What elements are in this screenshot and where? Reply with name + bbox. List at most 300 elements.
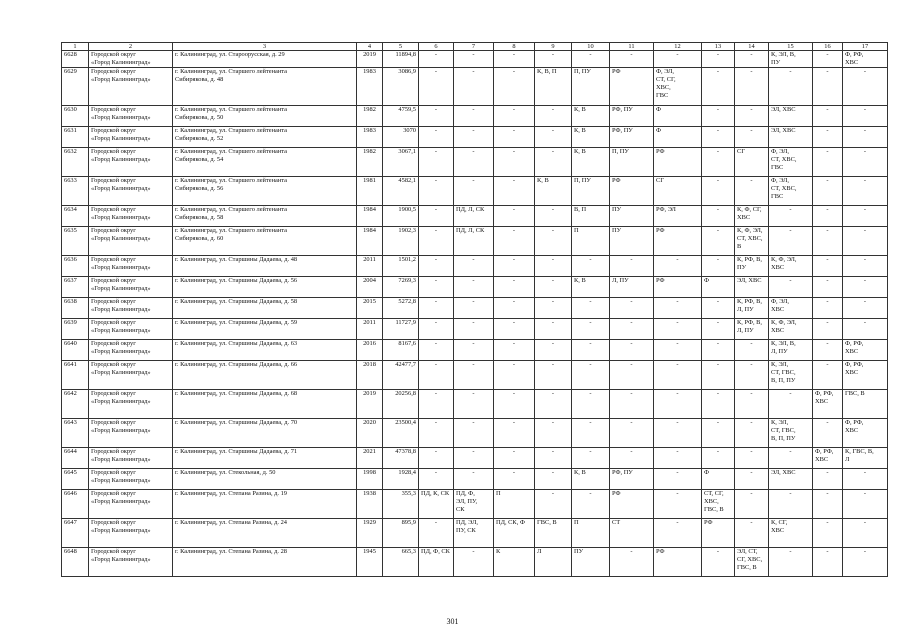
- cell-c7: -: [454, 68, 494, 106]
- cell-c9: -: [535, 390, 572, 419]
- cell-year: 2019: [357, 51, 383, 68]
- table-row: [62, 419, 888, 448]
- cell-address: г. Калининград, ул. Старшего лейтенанта Сибирякова, д. 50: [173, 106, 357, 127]
- cell-municipality: Городской округ «Город Калининград»: [89, 490, 173, 519]
- cell-c15: -: [769, 227, 813, 256]
- cell-c6: -: [419, 340, 454, 361]
- cell-c16: Ф, РФ, ХВС: [813, 448, 843, 469]
- cell-c12: -: [654, 51, 702, 68]
- cell-c7: -: [454, 361, 494, 390]
- header-cell: 17: [843, 43, 888, 51]
- cell-c12: -: [654, 448, 702, 469]
- cell-c17: К, ГВС, В, Л: [843, 448, 888, 469]
- cell-c17: -: [843, 227, 888, 256]
- cell-address: г. Калининград, ул. Старшины Дадаева, д. 70: [173, 419, 357, 448]
- table-row: [62, 177, 888, 206]
- cell-c16: -: [813, 127, 843, 148]
- cell-year: 1983: [357, 68, 383, 106]
- cell-c9: -: [535, 490, 572, 519]
- cell-address: г. Калининград, ул. Старшины Дадаева, д. 56: [173, 277, 357, 298]
- cell-address: г. Калининград, ул. Старшины Дадаева, д. 58: [173, 298, 357, 319]
- cell-c7: -: [454, 469, 494, 490]
- cell-year: 1984: [357, 227, 383, 256]
- cell-municipality: Городской округ «Город Калининград»: [89, 390, 173, 419]
- cell-c10: ПУ: [572, 548, 610, 577]
- cell-c9: -: [535, 148, 572, 177]
- cell-c12: РФ: [654, 148, 702, 177]
- table-row: [62, 519, 888, 548]
- cell-c17: Ф, РФ, ХВС: [843, 51, 888, 68]
- cell-c15: -: [769, 277, 813, 298]
- cell-municipality: Городской округ «Город Калининград»: [89, 277, 173, 298]
- cell-c13: -: [702, 340, 735, 361]
- cell-c9: К, В, П: [535, 68, 572, 106]
- header-cell: 14: [735, 43, 769, 51]
- cell-c15: К, ЭЛ, СТ, ГВС, В, П, ПУ: [769, 361, 813, 390]
- cell-c6: -: [419, 298, 454, 319]
- cell-c6: -: [419, 68, 454, 106]
- table-row: [62, 227, 888, 256]
- cell-c15: -: [769, 206, 813, 227]
- cell-c6: -: [419, 277, 454, 298]
- cell-c8: -: [494, 319, 535, 340]
- cell-municipality: Городской округ «Город Калининград»: [89, 51, 173, 68]
- cell-c13: -: [702, 298, 735, 319]
- cell-address: г. Калининград, ул. Стекольная, д. 50: [173, 469, 357, 490]
- cell-row-number: 6629: [62, 68, 89, 106]
- cell-area: 1928,4: [383, 469, 419, 490]
- cell-c11: -: [610, 51, 654, 68]
- header-cell: 10: [572, 43, 610, 51]
- cell-c6: -: [419, 469, 454, 490]
- cell-c9: -: [535, 361, 572, 390]
- header-cell: 15: [769, 43, 813, 51]
- cell-c11: -: [610, 298, 654, 319]
- cell-c9: -: [535, 227, 572, 256]
- cell-c16: -: [813, 469, 843, 490]
- cell-c11: П, ПУ: [610, 148, 654, 177]
- cell-c8: -: [494, 256, 535, 277]
- cell-c14: К, РФ, В, ПУ: [735, 256, 769, 277]
- cell-c12: Ф: [654, 127, 702, 148]
- cell-area: 42477,7: [383, 361, 419, 390]
- cell-municipality: Городской округ «Город Калининград»: [89, 148, 173, 177]
- cell-c8: -: [494, 419, 535, 448]
- cell-row-number: 6636: [62, 256, 89, 277]
- cell-c11: -: [610, 361, 654, 390]
- cell-municipality: Городской округ «Город Калининград»: [89, 519, 173, 548]
- cell-c17: -: [843, 68, 888, 106]
- cell-c12: РФ, ЭЛ: [654, 206, 702, 227]
- cell-area: 895,9: [383, 519, 419, 548]
- cell-c11: СТ: [610, 519, 654, 548]
- cell-c14: К, РФ, В, Л, ПУ: [735, 298, 769, 319]
- table-row: [62, 490, 888, 519]
- cell-c9: -: [535, 206, 572, 227]
- cell-c10: -: [572, 490, 610, 519]
- cell-c13: -: [702, 256, 735, 277]
- cell-c10: -: [572, 51, 610, 68]
- cell-c6: -: [419, 319, 454, 340]
- cell-c11: РФ: [610, 68, 654, 106]
- table-row: [62, 548, 888, 577]
- cell-row-number: 6640: [62, 340, 89, 361]
- cell-c14: -: [735, 469, 769, 490]
- cell-c7: ПД, Л, СК: [454, 227, 494, 256]
- cell-year: 2011: [357, 256, 383, 277]
- cell-c8: -: [494, 448, 535, 469]
- cell-municipality: Городской округ «Город Калининград»: [89, 68, 173, 106]
- cell-year: 2020: [357, 419, 383, 448]
- cell-c16: -: [813, 490, 843, 519]
- cell-c11: -: [610, 340, 654, 361]
- cell-year: 2019: [357, 390, 383, 419]
- cell-c6: -: [419, 177, 454, 206]
- cell-c6: -: [419, 448, 454, 469]
- table-row: [62, 390, 888, 419]
- cell-c14: -: [735, 51, 769, 68]
- cell-c13: -: [702, 206, 735, 227]
- cell-c9: -: [535, 127, 572, 148]
- cell-area: 8167,6: [383, 340, 419, 361]
- cell-address: г. Калининград, ул. Старшего лейтенанта Сибирякова, д. 56: [173, 177, 357, 206]
- header-cell: 9: [535, 43, 572, 51]
- cell-c11: -: [610, 319, 654, 340]
- cell-municipality: Городской округ «Город Калининград»: [89, 340, 173, 361]
- cell-address: г. Калининград, ул. Старшего лейтенанта Сибирякова, д. 52: [173, 127, 357, 148]
- cell-c8: -: [494, 106, 535, 127]
- cell-c9: -: [535, 51, 572, 68]
- cell-c16: -: [813, 548, 843, 577]
- cell-c14: СГ: [735, 148, 769, 177]
- cell-c16: Ф, РФ, ХВС: [813, 390, 843, 419]
- cell-c15: К, ЭЛ, СТ, ГВС, В, П, ПУ: [769, 419, 813, 448]
- table-row: [62, 106, 888, 127]
- cell-c11: -: [610, 548, 654, 577]
- cell-c14: -: [735, 519, 769, 548]
- cell-municipality: Городской округ «Город Калининград»: [89, 206, 173, 227]
- cell-c9: -: [535, 340, 572, 361]
- cell-municipality: Городской округ «Город Калининград»: [89, 106, 173, 127]
- cell-municipality: Городской округ «Город Калининград»: [89, 298, 173, 319]
- cell-municipality: Городской округ «Город Калининград»: [89, 127, 173, 148]
- cell-c17: Ф, РФ, ХВС: [843, 361, 888, 390]
- cell-c13: -: [702, 319, 735, 340]
- cell-c14: -: [735, 68, 769, 106]
- cell-c10: -: [572, 256, 610, 277]
- cell-row-number: 6633: [62, 177, 89, 206]
- cell-c10: К, В: [572, 148, 610, 177]
- cell-c10: -: [572, 298, 610, 319]
- cell-c7: ПД, Л, СК: [454, 206, 494, 227]
- cell-c10: П: [572, 227, 610, 256]
- cell-c8: -: [494, 68, 535, 106]
- cell-municipality: Городской округ «Город Калининград»: [89, 256, 173, 277]
- cell-c16: -: [813, 419, 843, 448]
- cell-c13: -: [702, 390, 735, 419]
- cell-year: 1998: [357, 469, 383, 490]
- header-cell: 6: [419, 43, 454, 51]
- cell-c10: -: [572, 340, 610, 361]
- cell-address: г. Калининград, ул. Старшего лейтенанта Сибирякова, д. 58: [173, 206, 357, 227]
- cell-year: 2011: [357, 319, 383, 340]
- header-cell: 3: [173, 43, 357, 51]
- cell-c11: РФ: [610, 490, 654, 519]
- cell-area: 4759,5: [383, 106, 419, 127]
- header-cell: 2: [89, 43, 173, 51]
- cell-c17: -: [843, 127, 888, 148]
- cell-address: г. Калининград, ул. Старшего лейтенанта Сибирякова, д. 48: [173, 68, 357, 106]
- cell-c6: ПД, Ф, СК: [419, 548, 454, 577]
- cell-c6: ПД, К, СК: [419, 490, 454, 519]
- header-cell: 13: [702, 43, 735, 51]
- cell-address: г. Калининград, ул. Старшины Дадаева, д. 63: [173, 340, 357, 361]
- cell-c12: -: [654, 361, 702, 390]
- cell-row-number: 6643: [62, 419, 89, 448]
- cell-address: г. Калининград, ул. Старшины Дадаева, д. 71: [173, 448, 357, 469]
- cell-c9: Л: [535, 548, 572, 577]
- cell-c16: -: [813, 148, 843, 177]
- cell-year: 1982: [357, 148, 383, 177]
- cell-municipality: Городской округ «Город Калининград»: [89, 448, 173, 469]
- table-row: [62, 340, 888, 361]
- cell-area: 665,3: [383, 548, 419, 577]
- cell-c13: -: [702, 106, 735, 127]
- cell-row-number: 6645: [62, 469, 89, 490]
- table-row: [62, 51, 888, 68]
- cell-c10: -: [572, 390, 610, 419]
- header-cell: 7: [454, 43, 494, 51]
- cell-c7: -: [454, 340, 494, 361]
- cell-row-number: 6630: [62, 106, 89, 127]
- cell-c13: -: [702, 148, 735, 177]
- cell-c11: -: [610, 448, 654, 469]
- cell-municipality: Городской округ «Город Калининград»: [89, 419, 173, 448]
- cell-c15: -: [769, 490, 813, 519]
- cell-c13: -: [702, 448, 735, 469]
- cell-year: 1929: [357, 519, 383, 548]
- cell-row-number: 6639: [62, 319, 89, 340]
- cell-c12: -: [654, 519, 702, 548]
- cell-c8: -: [494, 298, 535, 319]
- cell-c10: К, В: [572, 469, 610, 490]
- cell-row-number: 6632: [62, 148, 89, 177]
- cell-year: 1981: [357, 177, 383, 206]
- cell-c10: К, В: [572, 277, 610, 298]
- cell-c15: ЭЛ, ХВС: [769, 127, 813, 148]
- cell-c11: -: [610, 390, 654, 419]
- cell-c14: -: [735, 390, 769, 419]
- cell-c12: РФ: [654, 277, 702, 298]
- cell-c6: -: [419, 127, 454, 148]
- cell-c17: -: [843, 319, 888, 340]
- cell-c7: -: [454, 390, 494, 419]
- cell-address: г. Калининград, ул. Старшины Дадаева, д. 66: [173, 361, 357, 390]
- cell-c7: -: [454, 277, 494, 298]
- cell-year: 2021: [357, 448, 383, 469]
- header-cell: 4: [357, 43, 383, 51]
- cell-row-number: 6637: [62, 277, 89, 298]
- cell-c12: -: [654, 340, 702, 361]
- cell-area: 11727,9: [383, 319, 419, 340]
- cell-c7: -: [454, 51, 494, 68]
- cell-c13: Ф: [702, 277, 735, 298]
- cell-c17: -: [843, 106, 888, 127]
- table-row: [62, 469, 888, 490]
- cell-c17: -: [843, 490, 888, 519]
- cell-c13: -: [702, 548, 735, 577]
- cell-c11: ПУ: [610, 206, 654, 227]
- cell-c15: К, СГ, ХВС: [769, 519, 813, 548]
- cell-c17: -: [843, 206, 888, 227]
- cell-area: 11894,8: [383, 51, 419, 68]
- header-row: [62, 43, 888, 51]
- cell-c10: -: [572, 361, 610, 390]
- cell-c7: ПД, Ф, ЭЛ, ПУ, СК: [454, 490, 494, 519]
- cell-c15: Ф, ЭЛ, СТ, ХВС, ГВС: [769, 148, 813, 177]
- header-cell: 16: [813, 43, 843, 51]
- cell-c9: -: [535, 319, 572, 340]
- cell-c15: -: [769, 68, 813, 106]
- cell-address: г. Калининград, ул. Степана Разина, д. 28: [173, 548, 357, 577]
- cell-municipality: Городской округ «Город Калининград»: [89, 361, 173, 390]
- cell-c13: -: [702, 51, 735, 68]
- cell-c6: -: [419, 256, 454, 277]
- cell-c16: -: [813, 298, 843, 319]
- cell-c16: -: [813, 106, 843, 127]
- cell-c14: ЭЛ, СТ, СГ, ХВС, ГВС, В: [735, 548, 769, 577]
- cell-c15: -: [769, 548, 813, 577]
- cell-c8: -: [494, 206, 535, 227]
- cell-c14: -: [735, 106, 769, 127]
- cell-area: 47378,8: [383, 448, 419, 469]
- cell-address: г. Калининград, ул. Старшего лейтенанта Сибирякова, д. 54: [173, 148, 357, 177]
- cell-c9: -: [535, 106, 572, 127]
- cell-row-number: 6638: [62, 298, 89, 319]
- cell-c15: ЭЛ, ХВС: [769, 469, 813, 490]
- cell-municipality: Городской округ «Город Калининград»: [89, 177, 173, 206]
- cell-c8: -: [494, 390, 535, 419]
- cell-c10: К, В: [572, 106, 610, 127]
- cell-c8: ПД, СК, Ф: [494, 519, 535, 548]
- cell-c7: -: [454, 419, 494, 448]
- cell-c13: -: [702, 361, 735, 390]
- cell-c17: -: [843, 298, 888, 319]
- cell-c16: -: [813, 177, 843, 206]
- cell-c8: -: [494, 51, 535, 68]
- cell-c13: РФ: [702, 519, 735, 548]
- cell-c7: -: [454, 548, 494, 577]
- cell-c13: Ф: [702, 469, 735, 490]
- cell-c8: -: [494, 127, 535, 148]
- page-number: 301: [446, 617, 459, 626]
- cell-c7: -: [454, 106, 494, 127]
- cell-c8: -: [494, 227, 535, 256]
- cell-c17: -: [843, 177, 888, 206]
- cell-year: 2004: [357, 277, 383, 298]
- cell-c16: -: [813, 227, 843, 256]
- cell-c11: Л, ПУ: [610, 277, 654, 298]
- cell-c16: -: [813, 361, 843, 390]
- table-row: [62, 256, 888, 277]
- cell-c10: К, В: [572, 127, 610, 148]
- cell-area: 3086,9: [383, 68, 419, 106]
- cell-municipality: Городской округ «Город Калининград»: [89, 319, 173, 340]
- cell-c12: РФ: [654, 548, 702, 577]
- cell-c14: -: [735, 127, 769, 148]
- cell-c6: -: [419, 227, 454, 256]
- cell-c8: -: [494, 148, 535, 177]
- cell-c9: К, В: [535, 177, 572, 206]
- cell-row-number: 6644: [62, 448, 89, 469]
- cell-area: 1900,5: [383, 206, 419, 227]
- cell-c11: ПУ: [610, 227, 654, 256]
- cell-c10: В, П: [572, 206, 610, 227]
- cell-year: 1983: [357, 127, 383, 148]
- cell-c14: -: [735, 419, 769, 448]
- cell-c9: -: [535, 448, 572, 469]
- cell-c13: -: [702, 227, 735, 256]
- cell-row-number: 6642: [62, 390, 89, 419]
- cell-c17: -: [843, 148, 888, 177]
- cell-c6: -: [419, 361, 454, 390]
- cell-c11: РФ, ПУ: [610, 469, 654, 490]
- cell-c7: -: [454, 319, 494, 340]
- cell-c7: -: [454, 148, 494, 177]
- cell-c17: -: [843, 548, 888, 577]
- header-cell: 12: [654, 43, 702, 51]
- cell-c17: Ф, РФ, ХВС: [843, 340, 888, 361]
- cell-municipality: Городской округ «Город Калининград»: [89, 227, 173, 256]
- cell-c9: -: [535, 277, 572, 298]
- cell-c12: -: [654, 419, 702, 448]
- cell-area: 1902,3: [383, 227, 419, 256]
- cell-c15: Ф, ЭЛ, ХВС: [769, 298, 813, 319]
- cell-row-number: 6646: [62, 490, 89, 519]
- cell-row-number: 6641: [62, 361, 89, 390]
- cell-c16: -: [813, 319, 843, 340]
- cell-c12: -: [654, 298, 702, 319]
- header-cell: 11: [610, 43, 654, 51]
- cell-c7: -: [454, 127, 494, 148]
- cell-c6: -: [419, 148, 454, 177]
- cell-c9: -: [535, 469, 572, 490]
- cell-c7: -: [454, 298, 494, 319]
- cell-c6: -: [419, 206, 454, 227]
- cell-row-number: 6634: [62, 206, 89, 227]
- cell-c10: -: [572, 419, 610, 448]
- table-row: [62, 448, 888, 469]
- cell-municipality: Городской округ «Город Калининград»: [89, 548, 173, 577]
- cell-c14: -: [735, 361, 769, 390]
- cell-c16: -: [813, 519, 843, 548]
- table-row: [62, 127, 888, 148]
- cell-c17: -: [843, 277, 888, 298]
- cell-c16: -: [813, 206, 843, 227]
- cell-c11: -: [610, 419, 654, 448]
- cell-c16: -: [813, 340, 843, 361]
- table-row: [62, 277, 888, 298]
- cell-c7: ПД, ЭЛ, ПУ, СК: [454, 519, 494, 548]
- cell-c12: Ф: [654, 106, 702, 127]
- cell-address: г. Калининград, ул. Старшины Дадаева, д. 48: [173, 256, 357, 277]
- cell-address: г. Калининград, ул. Старшины Дадаева, д. 59: [173, 319, 357, 340]
- cell-c8: П: [494, 490, 535, 519]
- cell-c15: К, Ф, ЭЛ, ХВС: [769, 256, 813, 277]
- cell-c17: -: [843, 519, 888, 548]
- cell-address: г. Калининград, ул. Староорусская, д. 29: [173, 51, 357, 68]
- cell-area: 7269,3: [383, 277, 419, 298]
